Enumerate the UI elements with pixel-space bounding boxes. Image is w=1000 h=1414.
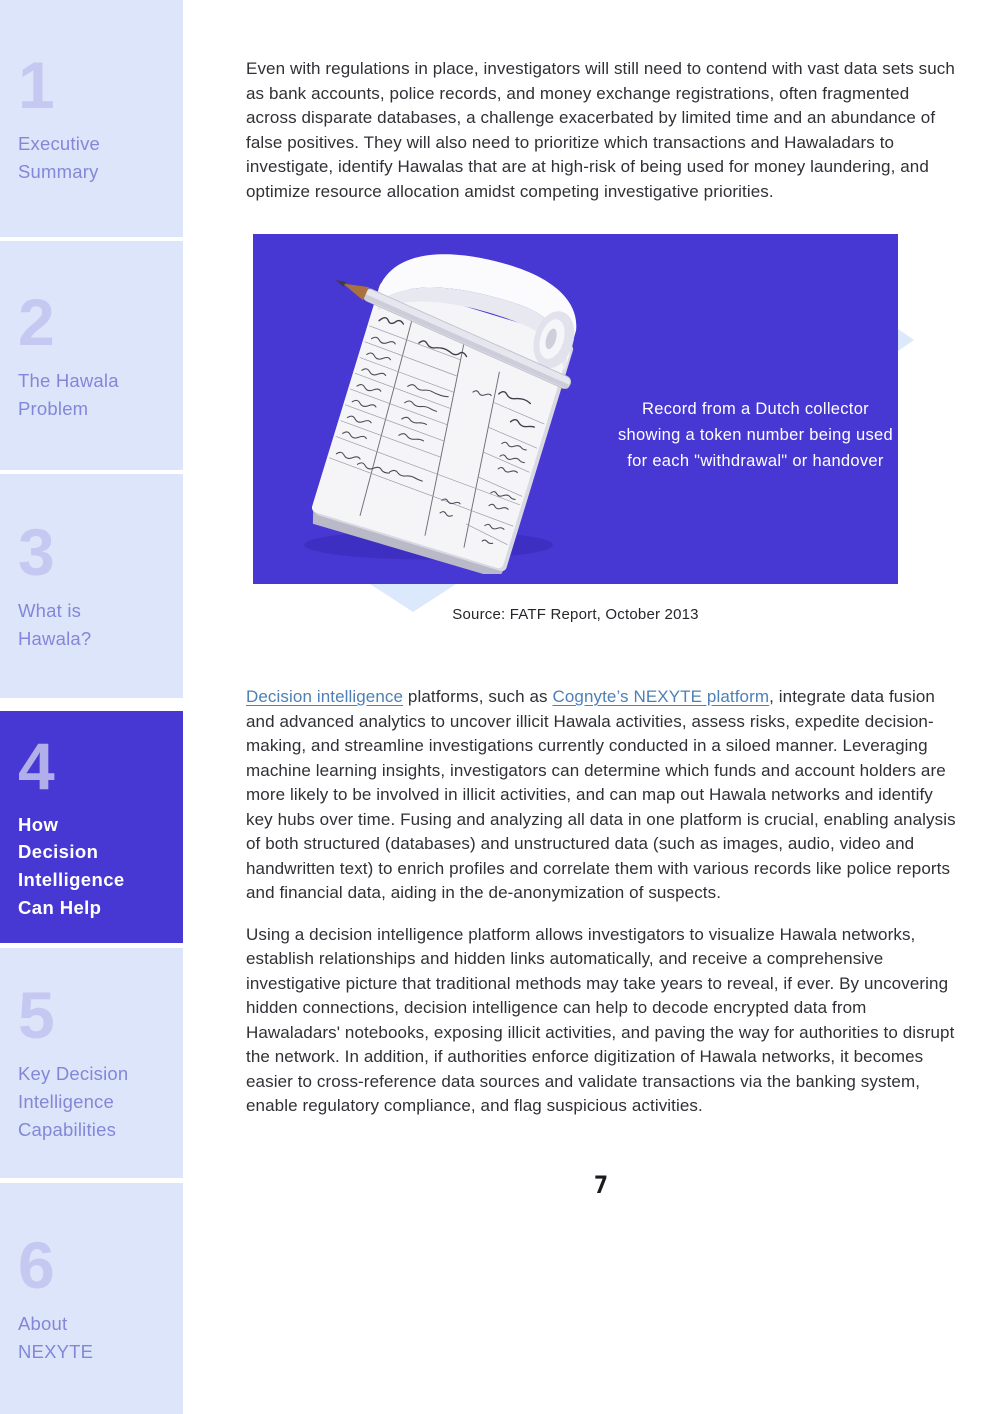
section-number: 3	[18, 515, 56, 590]
paragraph-using-platform: Using a decision intelligence platform allows investigators to visualize Hawala networks, establish relationships and hidden links automatically, and receive a comprehensive investigative picture that traditional methods may take years to reveal, if ever. By uncovering hidden connections, decision intelligence can help to decode encrypted data from Hawaladars' notebooks, exposing illicit activities, and paving the way for authorities to disrupt the network. In addition, if authorities enforce digitization of Hawala networks, it becomes easier to cross-reference data sources and validate transactions via the banking system, enable regulatory compliance, and flag suspicious activities.	[246, 924, 955, 1115]
section-label: About NEXYTE	[18, 1312, 94, 1362]
arrow-right-decoration-icon	[898, 329, 914, 351]
sidebar-item-hawala-problem[interactable]	[0, 241, 183, 470]
section-number: 4	[18, 728, 56, 803]
sidebar-item-executive-summary[interactable]	[0, 0, 183, 237]
section-label: What is Hawala?	[18, 600, 92, 649]
toc-sidebar	[0, 0, 183, 1414]
section-number: 6	[18, 1227, 56, 1302]
section-number: 5	[18, 978, 56, 1053]
sidebar-item-about-nexyte[interactable]	[0, 1183, 183, 1414]
page-content	[246, 0, 956, 1199]
section-label: The Hawala Problem	[18, 369, 119, 419]
link-cognyte-nexyte-platform[interactable]: Cognyte’s NEXYTE platform	[552, 687, 770, 706]
figure-caption-text: Record from a Dutch collector showing a token number being used for each "withdrawal" or handover	[618, 400, 893, 470]
sidebar-item-what-is-hawala[interactable]	[0, 474, 183, 698]
section-number: 2	[18, 284, 56, 359]
section-number: 1	[18, 47, 56, 122]
diamond-down-decoration-icon	[370, 584, 456, 612]
paragraph-regulations: Even with regulations in place, investigators will still need to contend with vast data sets such as bank accounts, police records, and money exchange registrations, often fragmented across disparate databases, a challenge exacerbated by limited time and an abundance of false positives. They will also need to prioritize which transactions and Hawaladars to investigate, identify Hawalas that are at high-risk of being used for money laundering, and optimize resource allocation amidst competing investigative priorities.	[246, 59, 955, 201]
paragraph-text: , integrate data fusion and advanced analytics to uncover illicit Hawala activities, assess risks, expedite decision-making, and streamline investigations currently conducted in a siloed manner. Leveraging machine learning insights, investigators can determine which funds and account holders are more likely to be involved in illicit activities, and can map out Hawala networks and identify key hubs over time. Fusing and analyzing all data in one platform is crucial, enabling analysis of both structured (databases) and unstructured data (such as images, audio, video and handwritten text) to enrich profiles and correlate them with various records like police reports and financial data, aiding in the de-anonymization of suspects.	[246, 687, 956, 902]
page-number: 7	[593, 1170, 609, 1199]
link-decision-intelligence[interactable]: Decision intelligence	[246, 687, 404, 706]
sidebar-item-how-decision-intelligence-can-help[interactable]	[0, 711, 183, 943]
notebook-illustration	[283, 244, 613, 574]
sidebar-item-key-capabilities[interactable]	[0, 948, 183, 1178]
figure-source: Source: FATF Report, October 2013	[452, 606, 699, 623]
section-label: Key Decision Intelligence Capabilities	[18, 1063, 129, 1140]
paragraph-text: platforms, such as	[403, 687, 553, 706]
paragraph-decision-intelligence	[246, 685, 956, 906]
section-label: How Decision Intelligence Can Help	[18, 813, 125, 918]
section-label: Executive Summary	[18, 132, 101, 182]
figure-caption	[613, 234, 898, 584]
figure-hawala-notebook	[253, 234, 898, 584]
